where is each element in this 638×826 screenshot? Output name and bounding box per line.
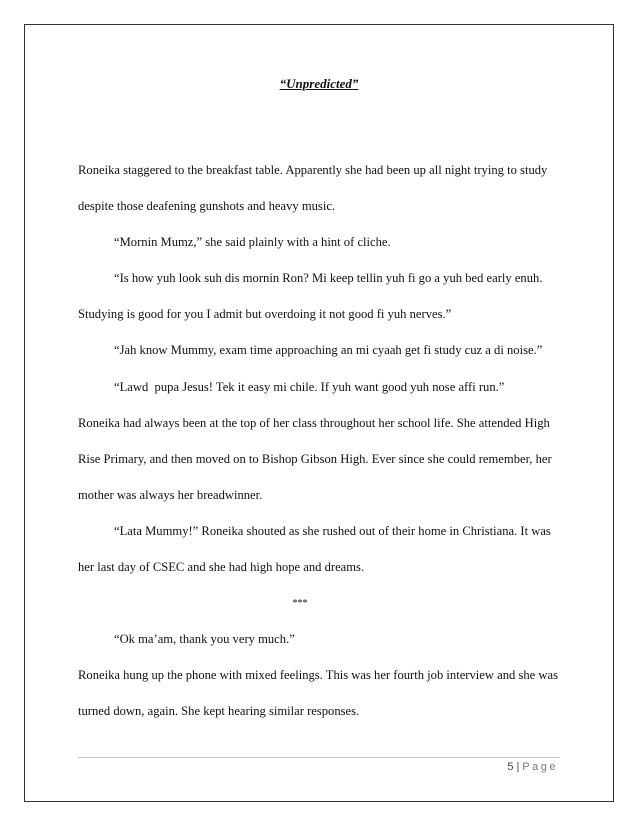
page-border <box>24 24 614 802</box>
page-footer <box>507 761 558 773</box>
text-line: “Ok ma’am, thank you very much.” <box>114 632 295 646</box>
page-number: 5 <box>507 761 514 773</box>
text-line: “Lawd pupa Jesus! Tek it easy mi chile. If yuh want good yuh nose affi run.” <box>114 380 505 394</box>
text-line: Rise Primary, and then moved on to Bishop Gibson High. Ever since she could remember, her <box>78 452 552 466</box>
text-line: Studying is good for you I admit but overdoing it not good fi yuh nerves.” <box>78 307 452 321</box>
text-line: Roneika staggered to the breakfast table. Apparently she had been up all night trying to study <box>78 163 548 177</box>
footer-divider <box>78 757 560 758</box>
text-line: turned down, again. She kept hearing similar responses. <box>78 704 360 718</box>
page-label: Page <box>522 761 558 773</box>
text-line: “Is how yuh look suh dis mornin Ron? Mi keep tellin yuh fi go a yuh bed early enuh. <box>114 271 543 285</box>
footer-separator: | <box>516 761 520 773</box>
text-line: Roneika had always been at the top of her class throughout her school life. She attended High <box>78 416 550 430</box>
story-title: “Unpredicted” <box>279 76 359 91</box>
text-line: mother was always her breadwinner. <box>78 488 263 502</box>
text-line: “Jah know Mummy, exam time approaching an mi cyaah get fi study cuz a di noise.” <box>114 343 543 357</box>
text-line: “Lata Mummy!” Roneika shouted as she rushed out of their home in Christiana. It was <box>114 524 551 538</box>
text-line: despite those deafening gunshots and heavy music. <box>78 199 336 213</box>
text-line: “Mornin Mumz,” she said plainly with a hint of cliche. <box>114 235 391 249</box>
text-line: Roneika hung up the phone with mixed feelings. This was her fourth job interview and she was <box>78 668 558 682</box>
section-break: *** <box>292 598 308 609</box>
text-line: her last day of CSEC and she had high hope and dreams. <box>78 560 365 574</box>
